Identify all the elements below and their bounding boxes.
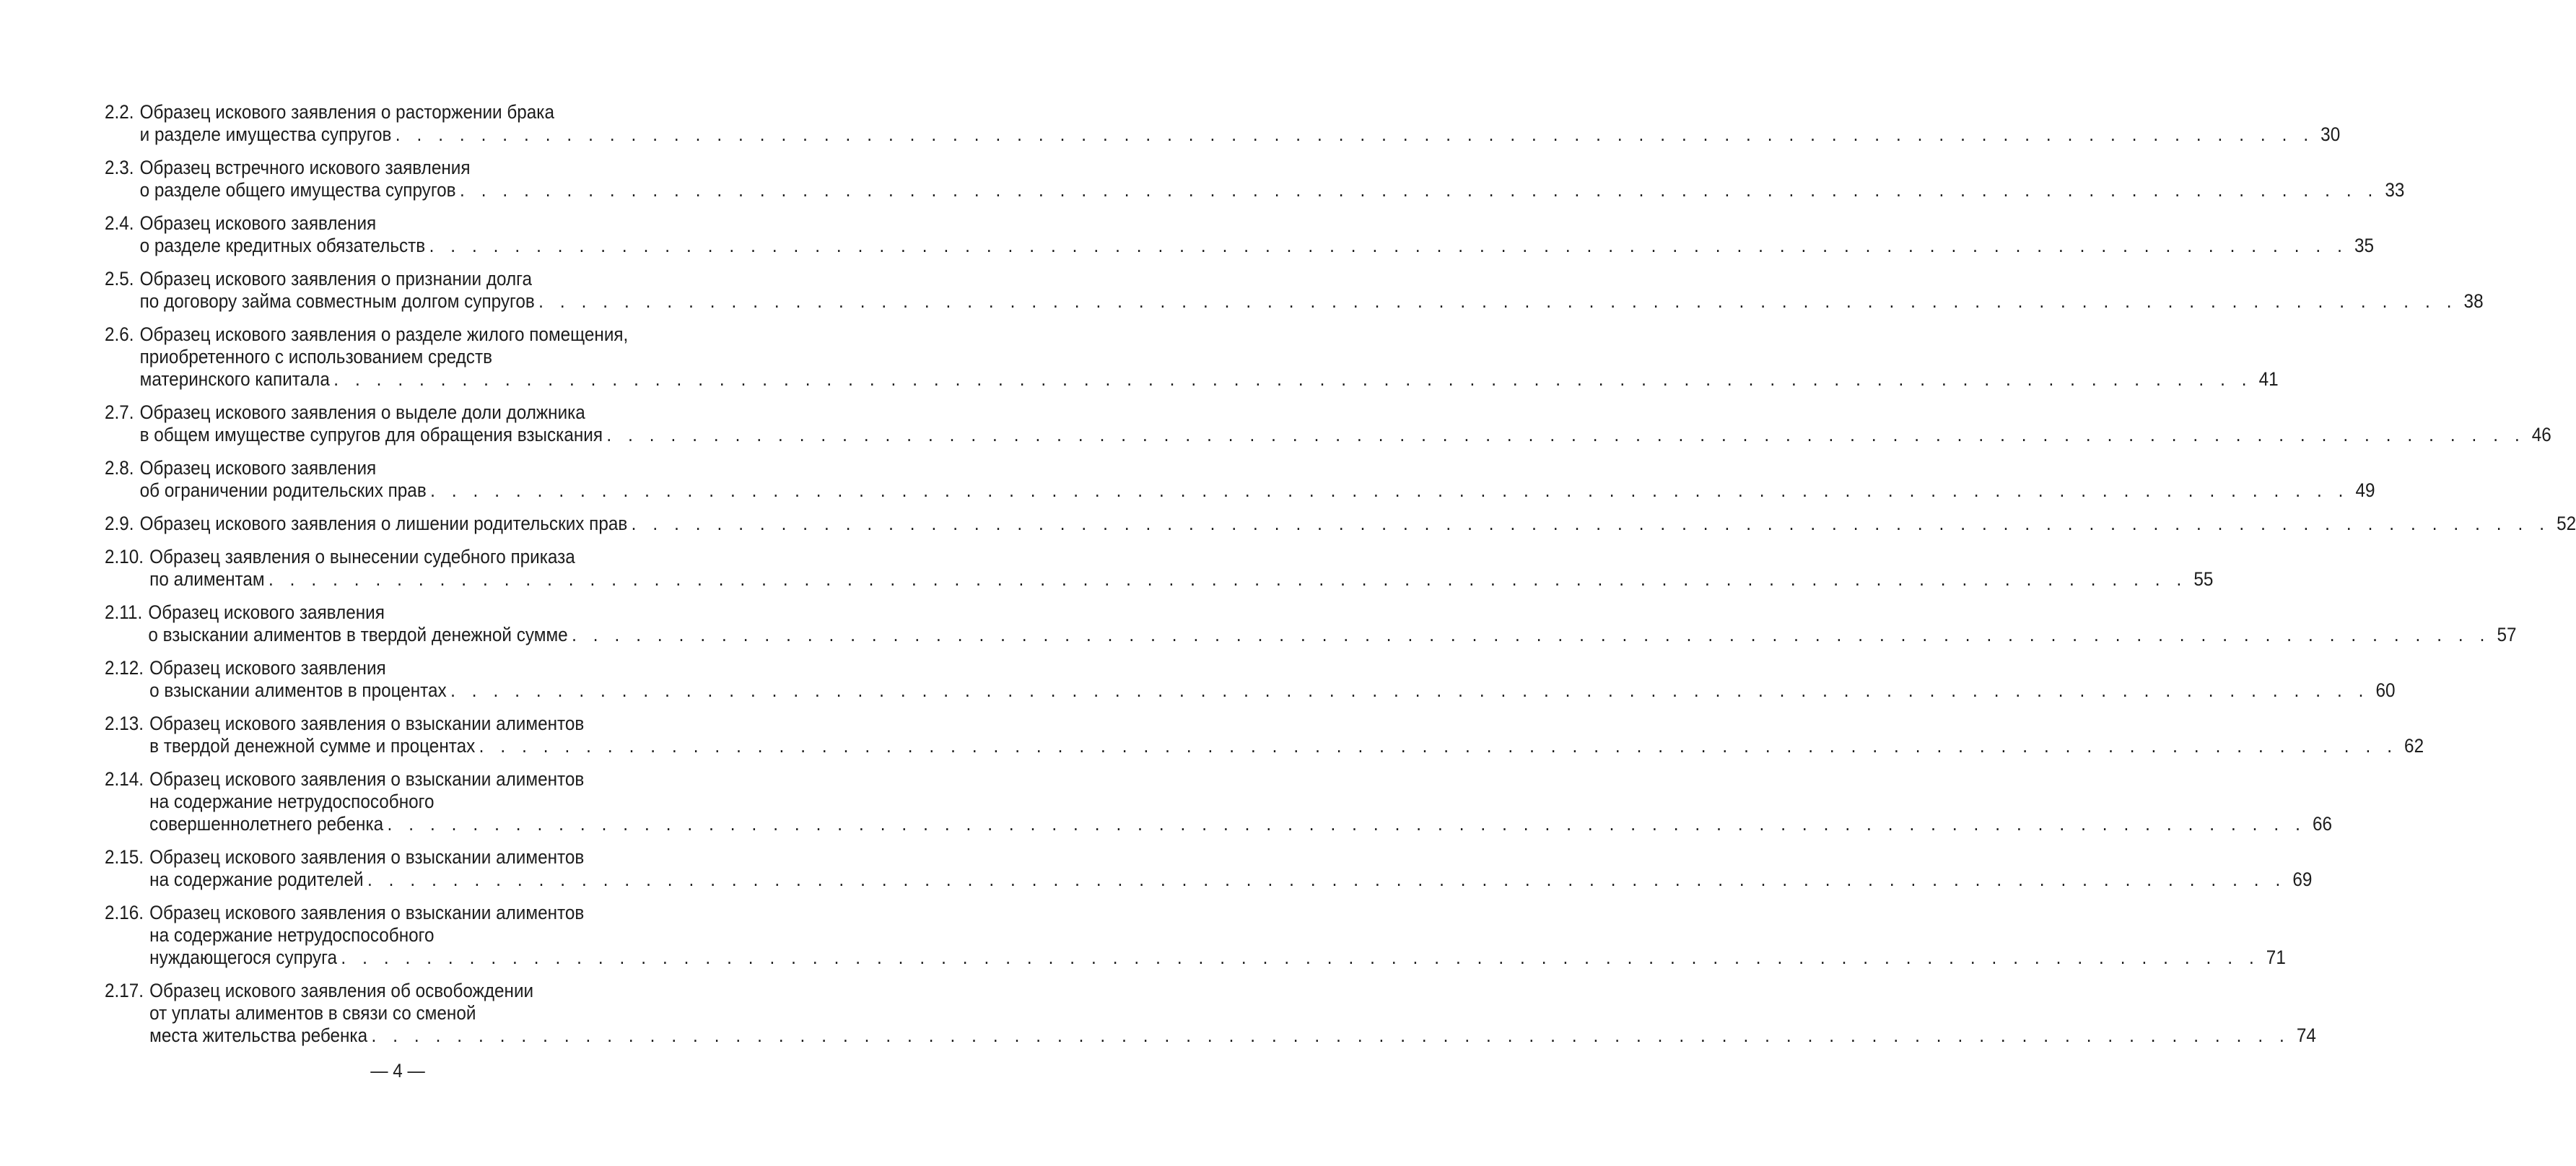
toc-entry (105, 101, 2341, 146)
toc-entry-page-number: 66 (2312, 813, 2332, 835)
toc-entry-number: 2.11. (105, 601, 143, 623)
toc-entry-number: 2.3. (105, 157, 134, 178)
toc-entry-number: 2.9. (105, 513, 134, 534)
toc-entry-title-line: от уплаты алиментов в связи со сменой (149, 1002, 476, 1024)
toc-entry-title-line: Образец искового заявления о признании долга (139, 268, 533, 290)
toc-entry-title-line: Образец искового заявления (139, 212, 377, 234)
toc-entry-page-number: 41 (2258, 368, 2279, 390)
toc-entry-number: 2.15. (105, 846, 144, 868)
toc-entry-number: 2.12. (105, 657, 144, 679)
toc-entry-page-number: 49 (2355, 479, 2375, 501)
toc-entry-page-number: 38 (2463, 290, 2484, 312)
dot-leader: . . . . . . . . . . . . . . . . . . . . . . . . . . . . . . . . . . . . . . . . . . . . . . . . . . . . . . . . . . . . . . . . . . . . . . . . . . . . . . . . . . . . . . . . . . (459, 179, 2379, 201)
toc-entry-title-line: на содержание нетрудоспособного (149, 791, 435, 812)
toc-entry-number: 2.2. (105, 101, 134, 123)
dot-leader: . . . . . . . . . . . . . . . . . . . . . . . . . . . . . . . . . . . . . . . . . . . . . . . . . . . . . . . . . . . . . . . . . . . . . . . . . . . . . . . . . . . . . . . . . . (387, 813, 2306, 835)
toc-entry (105, 980, 2316, 1047)
toc-entry-title-line: совершеннолетнего ребенка (149, 813, 384, 835)
dot-leader: . . . . . . . . . . . . . . . . . . . . . . . . . . . . . . . . . . . . . . . . . . . . . . . . . . . . . . . . . . . . . . . . . . . . . . . . . . . . . . . . . . . . . . . . . . (341, 947, 2260, 968)
toc-entry-title (149, 902, 2286, 969)
dot-leader: . . . . . . . . . . . . . . . . . . . . . . . . . . . . . . . . . . . . . . . . . . . . . . . . . . . . . . . . . . . . . . . . . . . . . . . . . . . . . . . . . . . . . . . . . . (367, 869, 2287, 890)
toc-entry-title-line: Образец искового заявления о расторжении брака (139, 101, 554, 123)
toc-entry-title-line: Образец искового заявления о выделе доли должника (139, 401, 585, 423)
dot-leader: . . . . . . . . . . . . . . . . . . . . . . . . . . . . . . . . . . . . . . . . . . . . . . . . . . . . . . . . . . . . . . . . . . . . . . . . . . . . . . . . . . . . . . . . . . (538, 290, 2458, 312)
toc-entry-title (139, 457, 2375, 502)
toc-entry-title-line: нуждающегося супруга (149, 947, 338, 968)
toc-entry-title-line: о разделе общего имущества супругов (139, 179, 456, 201)
toc-entry-number: 2.17. (105, 980, 144, 1001)
toc-entry-page-number: 71 (2266, 947, 2286, 968)
toc-entry-title (149, 846, 2313, 891)
toc-entry-number: 2.14. (105, 768, 144, 790)
toc-entry-title-line: Образец искового заявления об освобождении (149, 980, 534, 1001)
toc-entry-page-number: 62 (2404, 735, 2424, 757)
toc-entry-title (139, 101, 2341, 146)
toc-entry-title-line: Образец искового заявления о взыскании алиментов (149, 846, 585, 868)
dot-leader: . . . . . . . . . . . . . . . . . . . . . . . . . . . . . . . . . . . . . . . . . . . . . . . . . . . . . . . . . . . . . . . . . . . . . . . . . . . . . . . . . . . . . . . . . . (268, 568, 2188, 590)
toc-entry-title-line: Образец заявления о вынесении судебного приказа (149, 546, 575, 567)
toc-entry (105, 713, 2424, 757)
toc-entry-title (139, 212, 2375, 257)
dot-leader: . . . . . . . . . . . . . . . . . . . . . . . . . . . . . . . . . . . . . . . . . . . . . . . . . . . . . . . . . . . . . . . . . . . . . . . . . . . . . . . . . . . . . . . . . . (333, 368, 2253, 390)
dot-leader: . . . . . . . . . . . . . . . . . . . . . . . . . . . . . . . . . . . . . . . . . . . . . . . . . . . . . . . . . . . . . . . . . . . . . . . . . . . . . . . . . . . . . . . . . . (572, 624, 2491, 645)
dot-leader: . . . . . . . . . . . . . . . . . . . . . . . . . . . . . . . . . . . . . . . . . . . . . . . . . . . . . . . . . . . . . . . . . . . . . . . . . . . . . . . . . . . . . . . . . . (631, 513, 2551, 534)
toc-entry-title (139, 401, 2551, 446)
toc-entry-title (139, 513, 2576, 535)
dot-leader: . . . . . . . . . . . . . . . . . . . . . . . . . . . . . . . . . . . . . . . . . . . . . . . . . . . . . . . . . . . . . . . . . . . . . . . . . . . . . . . . . . . . . . . . . . (395, 123, 2315, 145)
toc-entry-title-line: по договору займа совместным долгом супругов (139, 290, 535, 312)
toc-entry-page-number: 35 (2354, 235, 2375, 256)
toc-entry-number: 2.16. (105, 902, 144, 923)
toc-entry (105, 157, 2405, 201)
toc-entry-number: 2.4. (105, 212, 134, 234)
toc-entry (105, 401, 2551, 446)
toc-entry-page-number: 33 (2385, 179, 2405, 201)
toc-entry-title-line: на содержание нетрудоспособного (149, 924, 435, 946)
toc-entry (105, 268, 2484, 313)
toc-entry-page-number: 46 (2531, 424, 2551, 445)
toc-entry-title (139, 268, 2484, 313)
toc-entry-title-line: Образец искового заявления (148, 601, 385, 623)
dot-leader: . . . . . . . . . . . . . . . . . . . . . . . . . . . . . . . . . . . . . . . . . . . . . . . . . . . . . . . . . . . . . . . . . . . . . . . . . . . . . . . . . . . . . . . . . . (429, 235, 2348, 256)
toc-entry-title-line: по алиментам (149, 568, 265, 590)
toc-entry (105, 601, 2517, 646)
dot-leader: . . . . . . . . . . . . . . . . . . . . . . . . . . . . . . . . . . . . . . . . . . . . . . . . . . . . . . . . . . . . . . . . . . . . . . . . . . . . . . . . . . . . . . . . . . (450, 679, 2370, 701)
toc-entry-title (149, 980, 2316, 1047)
toc-entry (105, 323, 2279, 391)
toc-entry-title-line: в твердой денежной сумме и процентах (149, 735, 476, 757)
page-number-label: — 4 — (370, 1060, 426, 1082)
toc-entry-title-line: и разделе имущества супругов (139, 123, 392, 145)
dot-leader: . . . . . . . . . . . . . . . . . . . . . . . . . . . . . . . . . . . . . . . . . . . . . . . . . . . . . . . . . . . . . . . . . . . . . . . . . . . . . . . . . . . . . . . . . . (430, 479, 2349, 501)
dot-leader: . . . . . . . . . . . . . . . . . . . . . . . . . . . . . . . . . . . . . . . . . . . . . . . . . . . . . . . . . . . . . . . . . . . . . . . . . . . . . . . . . . . . . . . . . . (371, 1024, 2290, 1046)
toc-entry-title-line: о взыскании алиментов в твердой денежной сумме (148, 624, 568, 645)
toc-entry-title-line: Образец искового заявления о взыскании алиментов (149, 902, 585, 923)
toc-entry-number: 2.6. (105, 323, 134, 345)
toc-entry-title-line: в общем имуществе супругов для обращения взыскания (139, 424, 603, 445)
toc-entry-title-line: места жительства ребенка (149, 1024, 368, 1046)
toc-entry-title (149, 657, 2396, 702)
toc-entry-title-line: Образец искового заявления (139, 457, 377, 479)
toc-entry-title-line: на содержание родителей (149, 869, 364, 890)
toc-entry-title-line: материнского капитала (139, 368, 330, 390)
toc-entry-page-number: 55 (2193, 568, 2214, 590)
page-number-footer (0, 1060, 796, 1082)
toc-entry-page-number: 74 (2296, 1024, 2316, 1046)
toc-entry-title (148, 601, 2517, 646)
dot-leader: . . . . . . . . . . . . . . . . . . . . . . . . . . . . . . . . . . . . . . . . . . . . . . . . . . . . . . . . . . . . . . . . . . . . . . . . . . . . . . . . . . . . . . . . . . (479, 735, 2398, 757)
toc-entry (105, 657, 2396, 702)
toc-entry-title (149, 768, 2332, 835)
toc-entry-title-line: Образец искового заявления о разделе жилого помещения, (139, 323, 629, 345)
toc-entry-page-number: 57 (2497, 624, 2517, 645)
toc-entry-title-line: Образец искового заявления о взыскании алиментов (149, 768, 585, 790)
toc-entry-title (149, 713, 2424, 757)
toc-entry-title-line: об ограничении родительских прав (139, 479, 427, 501)
toc-entry-title-line: приобретенного с использованием средств (139, 346, 492, 367)
toc-entry (105, 846, 2313, 891)
table-of-contents (105, 101, 2576, 1058)
toc-entry-number: 2.10. (105, 546, 144, 567)
toc-entry (105, 513, 2576, 535)
toc-entry-number: 2.13. (105, 713, 144, 734)
toc-entry (105, 457, 2375, 502)
toc-entry-page-number: 69 (2292, 869, 2313, 890)
toc-entry-title-line: о разделе кредитных обязательств (139, 235, 426, 256)
toc-entry-title (139, 323, 2279, 391)
toc-entry-title (149, 546, 2214, 591)
toc-entry-title-line: о взыскании алиментов в процентах (149, 679, 447, 701)
toc-entry-title-line: Образец встречного искового заявления (139, 157, 471, 178)
toc-entry-title (139, 157, 2405, 201)
toc-entry-number: 2.5. (105, 268, 134, 290)
toc-entry-title-line: Образец искового заявления о взыскании алиментов (149, 713, 585, 734)
toc-entry-title-line: Образец искового заявления (149, 657, 386, 679)
toc-entry (105, 546, 2214, 591)
toc-entry-page-number: 30 (2320, 123, 2341, 145)
toc-entry (105, 902, 2286, 969)
toc-entry-title-line: Образец искового заявления о лишении родительских прав (139, 513, 628, 534)
toc-entry (105, 768, 2332, 835)
toc-entry-number: 2.8. (105, 457, 134, 479)
toc-entry-number: 2.7. (105, 401, 134, 423)
dot-leader: . . . . . . . . . . . . . . . . . . . . . . . . . . . . . . . . . . . . . . . . . . . . . . . . . . . . . . . . . . . . . . . . . . . . . . . . . . . . . . . . . . . . . . . . . . (606, 424, 2525, 445)
toc-entry-page-number: 52 (2557, 513, 2576, 534)
toc-entry-page-number: 60 (2375, 679, 2396, 701)
toc-entry (105, 212, 2375, 257)
